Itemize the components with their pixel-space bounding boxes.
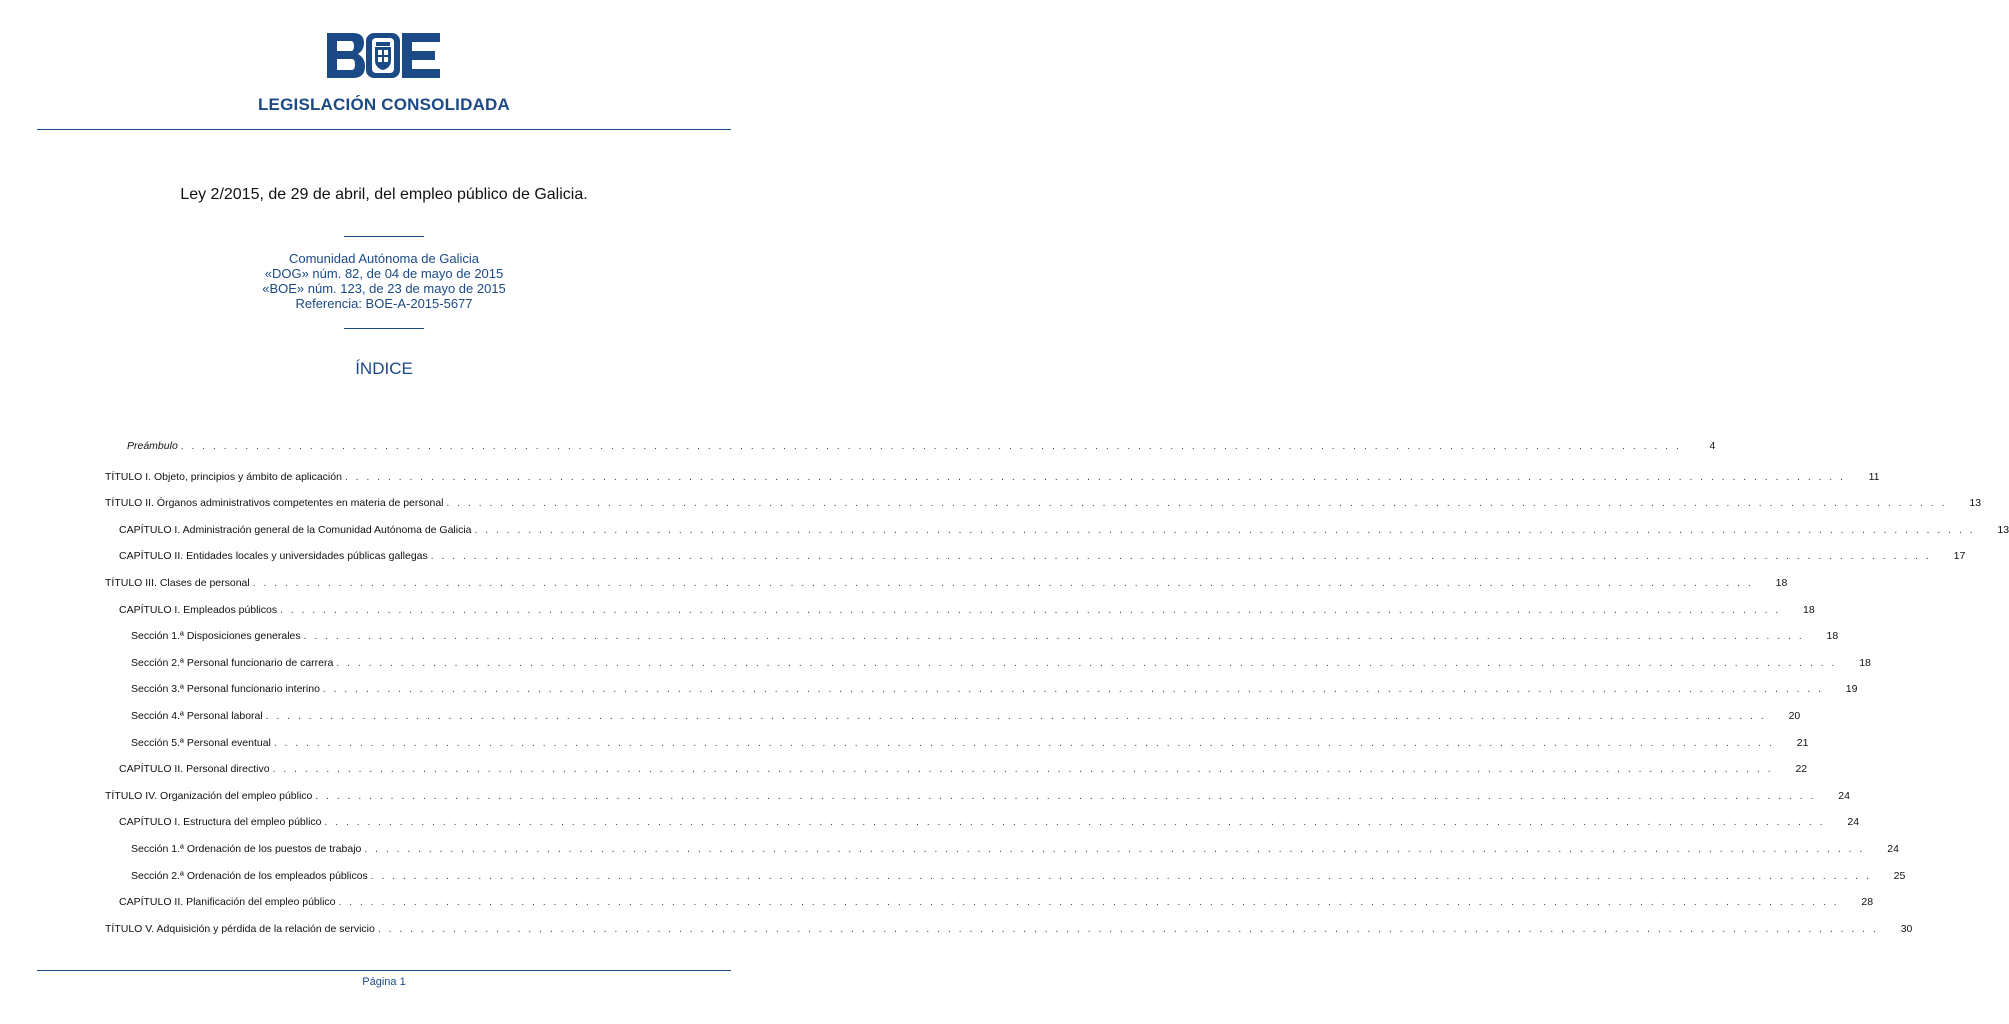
toc-entry-page: 18 [1826, 630, 1839, 643]
toc-entry[interactable] [127, 440, 1716, 456]
toc-entry[interactable] [105, 497, 1982, 513]
toc-dot-leader: . . . . . . . . . . . . . . . . . . . . . . . . . . . . . . . . . . . . . . . . . . . . . . . . . . . . . . . . . . . . . . . . . . . . . . . . . . . . . . . . . . . . . . . . . . . . . . . . . . . . . . . . . . . . . . . . . . . . . . . . . . . . . . . . . . . . . . . . . . . . [338, 897, 1840, 909]
header-title: LEGISLACIÓN CONSOLIDADA [257, 95, 511, 114]
toc-entry-label: CAPÍTULO II. Planificación del empleo público [119, 896, 336, 909]
toc-entry[interactable] [131, 736, 1809, 753]
toc-dot-leader: . . . . . . . . . . . . . . . . . . . . . . . . . . . . . . . . . . . . . . . . . . . . . . . . . . . . . . . . . . . . . . . . . . . . . . . . . . . . . . . . . . . . . . . . . . . . . . . . . . . . . . . . . . . . . . . . . . . . . . . . . . . . . . . . . . . . . . . . . . . . [430, 551, 1932, 563]
toc-entry[interactable] [105, 789, 1850, 806]
toc-entry-label: TÍTULO IV. Organización del empleo público [105, 789, 313, 802]
meta-boe: «BOE» núm. 123, de 23 de mayo de 2015 [262, 281, 506, 296]
toc-entry-page: 21 [1796, 736, 1809, 749]
toc-entry-label: Sección 2.ª Ordenación de los empleados públicos [131, 869, 368, 882]
toc-entry[interactable] [119, 550, 1966, 566]
toc-entry[interactable] [131, 869, 1906, 886]
index-heading: ÍNDICE [355, 359, 413, 378]
toc-entry-page: 24 [1838, 789, 1850, 802]
toc-entry[interactable] [131, 843, 1899, 859]
toc-entry[interactable] [131, 710, 1801, 726]
toc-dot-leader: . . . . . . . . . . . . . . . . . . . . . . . . . . . . . . . . . . . . . . . . . . . . . . . . . . . . . . . . . . . . . . . . . . . . . . . . . . . . . . . . . . . . . . . . . . . . . . . . . . . . . . . . . . . . . . . . . . . . . . . . . . . . . . . . . . . . . . . . . . . . [377, 923, 1879, 935]
toc-entry-label: CAPÍTULO I. Estructura del empleo público [119, 816, 322, 829]
toc-entry-label: TÍTULO V. Adquisición y pérdida de la relación de servicio [105, 922, 375, 935]
toc-dot-leader: . . . . . . . . . . . . . . . . . . . . . . . . . . . . . . . . . . . . . . . . . . . . . . . . . . . . . . . . . . . . . . . . . . . . . . . . . . . . . . . . . . . . . . . . . . . . . . . . . . . . . . . . . . . . . . . . . . . . . . . . . . . . . . . . . . . . . . . . . . . . [303, 631, 1805, 643]
toc-dot-leader: . . . . . . . . . . . . . . . . . . . . . . . . . . . . . . . . . . . . . . . . . . . . . . . . . . . . . . . . . . . . . . . . . . . . . . . . . . . . . . . . . . . . . . . . . . . . . . . . . . . . . . . . . . . . . . . . . . . . . . . . . . . . . . . . . . . . . . . . . . . . [252, 578, 1754, 589]
toc-dot-leader: . . . . . . . . . . . . . . . . . . . . . . . . . . . . . . . . . . . . . . . . . . . . . . . . . . . . . . . . . . . . . . . . . . . . . . . . . . . . . . . . . . . . . . . . . . . . . . . . . . . . . . . . . . . . . . . . . . . . . . . . . . . . . . . . . . . . . . . . . . . . [324, 817, 1826, 829]
toc-entry[interactable] [131, 656, 1871, 673]
toc-entry-label: CAPÍTULO II. Entidades locales y universidades públicas gallegas [119, 550, 428, 563]
toc-entry-label: Preámbulo [127, 440, 178, 452]
toc-entry-page: 13 [1969, 497, 1982, 510]
toc-entry-label: CAPÍTULO I. Administración general de la Comunidad Autónoma de Galicia [119, 523, 472, 536]
toc-dot-leader: . . . . . . . . . . . . . . . . . . . . . . . . . . . . . . . . . . . . . . . . . . . . . . . . . . . . . . . . . . . . . . . . . . . . . . . . . . . . . . . . . . . . . . . . . . . . . . . . . . . . . . . . . . . . . . . . . . . . . . . . . . . . . . . . . . . . . . . . . . . . [344, 471, 1846, 483]
toc-entry-page: 25 [1893, 869, 1906, 882]
toc-entry-label: Sección 1.ª Disposiciones generales [131, 630, 301, 643]
toc-entry-label: Sección 2.ª Personal funcionario de carrera [131, 656, 334, 669]
toc-entry[interactable] [119, 523, 2009, 540]
toc-dot-leader: . . . . . . . . . . . . . . . . . . . . . . . . . . . . . . . . . . . . . . . . . . . . . . . . . . . . . . . . . . . . . . . . . . . . . . . . . . . . . . . . . . . . . . . . . . . . . . . . . . . . . . . . . . . . . . . . . . . . . . . . . . . . . . . . . . . . . . . . . . . . [273, 737, 1775, 749]
toc-dot-leader: . . . . . . . . . . . . . . . . . . . . . . . . . . . . . . . . . . . . . . . . . . . . . . . . . . . . . . . . . . . . . . . . . . . . . . . . . . . . . . . . . . . . . . . . . . . . . . . . . . . . . . . . . . . . . . . . . . . . . . . . . . . . . . . . . . . . . . . . . . . . [474, 524, 1976, 536]
toc-entry-label: TÍTULO III. Clases de personal [105, 577, 250, 589]
toc-dot-leader: . . . . . . . . . . . . . . . . . . . . . . . . . . . . . . . . . . . . . . . . . . . . . . . . . . . . . . . . . . . . . . . . . . . . . . . . . . . . . . . . . . . . . . . . . . . . . . . . . . . . . . . . . . . . . . . . . . . . . . . . . . . . . . . . . . . . . . . . . . . . [322, 684, 1824, 696]
toc-entry[interactable] [119, 896, 1874, 912]
toc-dot-leader: . . . . . . . . . . . . . . . . . . . . . . . . . . . . . . . . . . . . . . . . . . . . . . . . . . . . . . . . . . . . . . . . . . . . . . . . . . . . . . . . . . . . . . . . . . . . . . . . . . . . . . . . . . . . . . . . . . . . . . . . . . . . . . . . . . . . . . . . . . . . [364, 844, 1865, 855]
toc-entry-page: 11 [1868, 470, 1880, 483]
meta-community: Comunidad Autónoma de Galicia [288, 251, 480, 266]
toc-entry-label: Sección 5.ª Personal eventual [131, 736, 271, 749]
footer-divider [37, 970, 731, 971]
toc-entry-page: 22 [1795, 763, 1808, 776]
toc-dot-leader: . . . . . . . . . . . . . . . . . . . . . . . . . . . . . . . . . . . . . . . . . . . . . . . . . . . . . . . . . . . . . . . . . . . . . . . . . . . . . . . . . . . . . . . . . . . . . . . . . . . . . . . . . . . . . . . . . . . . . . . . . . . . . . . . . . . . . . . . . . . . [272, 764, 1774, 776]
toc-entry-label: TÍTULO II. Órganos administrativos competentes en materia de personal [105, 497, 444, 510]
toc-entry-page: 13 [1997, 523, 2009, 536]
law-title: Ley 2/2015, de 29 de abril, del empleo público de Galicia. [180, 186, 588, 203]
meta-reference: Referencia: BOE-A-2015-5677 [295, 296, 473, 311]
toc-dot-leader: . . . . . . . . . . . . . . . . . . . . . . . . . . . . . . . . . . . . . . . . . . . . . . . . . . . . . . . . . . . . . . . . . . . . . . . . . . . . . . . . . . . . . . . . . . . . . . . . . . . . . . . . . . . . . . . . . . . . . . . . . . . . . . . . . . . . . . . . . . . . [265, 711, 1767, 722]
page-number: Página 1 [362, 976, 406, 988]
toc-dot-leader: . . . . . . . . . . . . . . . . . . . . . . . . . . . . . . . . . . . . . . . . . . . . . . . . . . . . . . . . . . . . . . . . . . . . . . . . . . . . . . . . . . . . . . . . . . . . . . . . . . . . . . . . . . . . . . . . . . . . . . . . . . . . . . . . . . . . . . . . . . . . [180, 441, 1682, 452]
toc-entry[interactable] [119, 763, 1808, 779]
toc-dot-leader: . . . . . . . . . . . . . . . . . . . . . . . . . . . . . . . . . . . . . . . . . . . . . . . . . . . . . . . . . . . . . . . . . . . . . . . . . . . . . . . . . . . . . . . . . . . . . . . . . . . . . . . . . . . . . . . . . . . . . . . . . . . . . . . . . . . . . . . . . . . . [336, 657, 1837, 669]
toc-entry-page: 19 [1845, 683, 1858, 696]
toc-entry-page: 4 [1709, 440, 1716, 452]
toc-dot-leader: . . . . . . . . . . . . . . . . . . . . . . . . . . . . . . . . . . . . . . . . . . . . . . . . . . . . . . . . . . . . . . . . . . . . . . . . . . . . . . . . . . . . . . . . . . . . . . . . . . . . . . . . . . . . . . . . . . . . . . . . . . . . . . . . . . . . . . . . . . . . [446, 498, 1948, 510]
toc-entry[interactable] [131, 683, 1858, 699]
toc-dot-leader: . . . . . . . . . . . . . . . . . . . . . . . . . . . . . . . . . . . . . . . . . . . . . . . . . . . . . . . . . . . . . . . . . . . . . . . . . . . . . . . . . . . . . . . . . . . . . . . . . . . . . . . . . . . . . . . . . . . . . . . . . . . . . . . . . . . . . . . . . . . . [370, 870, 1872, 882]
toc-entry[interactable] [105, 470, 1880, 487]
toc-entry-page: 24 [1847, 816, 1860, 829]
toc-entry[interactable] [105, 577, 1788, 593]
toc-entry-page: 17 [1953, 550, 1966, 563]
meta-dog: «DOG» núm. 82, de 04 de mayo de 2015 [264, 266, 504, 281]
toc-entry-page: 18 [1859, 656, 1871, 669]
toc-entry-label: Sección 4.ª Personal laboral [131, 710, 263, 722]
toc-dot-leader: . . . . . . . . . . . . . . . . . . . . . . . . . . . . . . . . . . . . . . . . . . . . . . . . . . . . . . . . . . . . . . . . . . . . . . . . . . . . . . . . . . . . . . . . . . . . . . . . . . . . . . . . . . . . . . . . . . . . . . . . . . . . . . . . . . . . . . . . . . . . [315, 790, 1816, 802]
toc-entry-page: 30 [1900, 922, 1913, 935]
toc-entry[interactable] [131, 630, 1839, 646]
toc-entry[interactable] [119, 603, 1815, 620]
toc-entry-label: TÍTULO I. Objeto, principios y ámbito de aplicación [105, 470, 342, 483]
toc-entry-page: 28 [1861, 896, 1874, 909]
toc-entry-page: 24 [1887, 843, 1899, 855]
toc-entry-label: Sección 3.ª Personal funcionario interino [131, 683, 320, 696]
toc-dot-leader: . . . . . . . . . . . . . . . . . . . . . . . . . . . . . . . . . . . . . . . . . . . . . . . . . . . . . . . . . . . . . . . . . . . . . . . . . . . . . . . . . . . . . . . . . . . . . . . . . . . . . . . . . . . . . . . . . . . . . . . . . . . . . . . . . . . . . . . . . . . . [280, 604, 1781, 616]
toc-entry-page: 18 [1775, 577, 1788, 589]
toc-entry-label: CAPÍTULO I. Empleados públicos [119, 603, 278, 616]
toc-entry[interactable] [119, 816, 1860, 832]
toc-entry[interactable] [105, 922, 1913, 939]
toc-entry-page: 20 [1788, 710, 1801, 722]
toc-entry-label: Sección 1.ª Ordenación de los puestos de trabajo [131, 843, 362, 855]
toc-entry-page: 18 [1803, 603, 1815, 616]
toc-entry-label: CAPÍTULO II. Personal directivo [119, 763, 270, 776]
